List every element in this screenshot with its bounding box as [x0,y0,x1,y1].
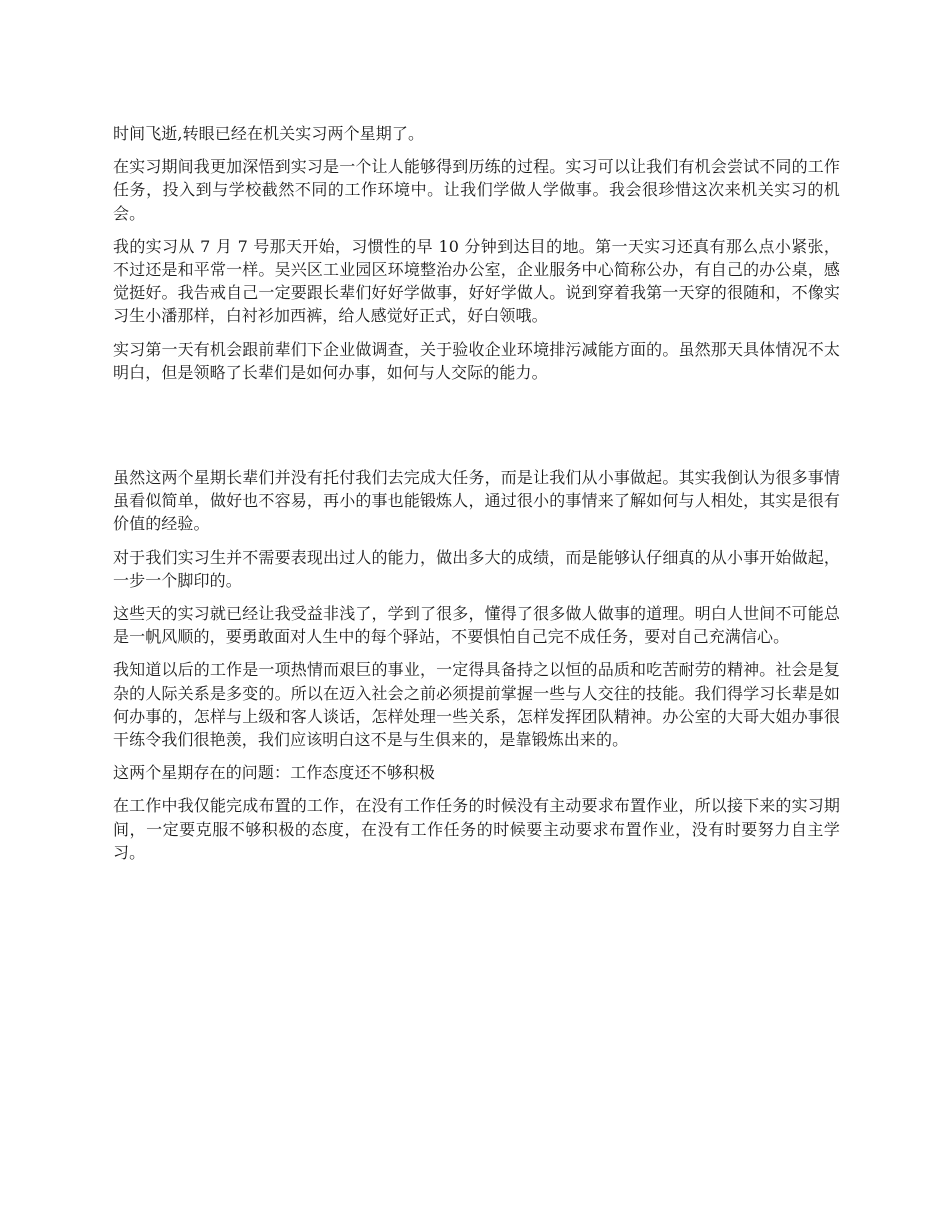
section-spacer [113,394,840,466]
paragraph: 时间飞逝,转眼已经在机关实习两个星期了。 [113,124,425,143]
paragraph: 实习第一天有机会跟前辈们下企业做调查，关于验收企业环境排污减能方面的。虽然那天具体情况不太明白，但是领略了长辈们是如何办事，如何与人交际的能力。 [113,339,840,382]
section-two [113,466,840,864]
paragraph: 在工作中我仅能完成布置的工作，在没有工作任务的时候没有主动要求布置作业，所以接下来的实习期间，一定要克服不够积极的态度，在没有工作任务的时候要主动要求布置作业，没有时要努力自主学习。 [113,796,840,862]
paragraph: 这两个星期存在的问题：工作态度还不够积极 [113,763,436,783]
section-one [113,122,840,384]
paragraph: 虽然这两个星期长辈们并没有托付我们去完成大任务，而是让我们从小事做起。其实我倒认为很多事情虽看似简单，做好也不容易，再小的事也能锻炼人，通过很小的事情来了解如何与人相处，其实是很有价值的经验。 [113,468,840,534]
paragraph: 我的实习从 7 月 7 号那天开始，习惯性的早 10 分钟到达目的地。第一天实习还真有那么点小紧张，不过还是和平常一样。吴兴区工业园区环境整治办公室，企业服务中心简称公办，有自己的办公桌，感觉挺好。我告戒自己一定要跟长辈们好好学做事，好好学做人。说到穿着我第一天穿的很随和，不像实习生小潘那样，白衬衫加西裤，给人感觉好正式，好白领哦。 [113,236,840,326]
paragraph: 我知道以后的工作是一项热情而艰巨的事业，一定得具备持之以恒的品质和吃苦耐劳的精神。社会是复杂的人际关系是多变的。所以在迈入社会之前必须提前掌握一些与人交往的技能。我们得学习长辈是如何办事的，怎样与上级和客人谈话，怎样处理一些关系，怎样发挥团队精神。办公室的大哥大姐办事很干练令我们很艳羡，我们应该明白这不是与生俱来的，是靠锻炼出来的。 [113,660,840,750]
paragraph: 这些天的实习就已经让我受益非浅了，学到了很多，懂得了很多做人做事的道理。明白人世间不可能总是一帆风顺的，要勇敢面对人生中的每个驿站，不要惧怕自己完不成任务，要对自己充满信心。 [113,604,840,647]
paragraph: 在实习期间我更加深悟到实习是一个让人能够得到历练的过程。实习可以让我们有机会尝试不同的工作任务，投入到与学校截然不同的工作环境中。让我们学做人学做事。我会很珍惜这次来机关实习的机会。 [113,157,840,223]
paragraph: 对于我们实习生并不需要表现出过人的能力，做出多大的成绩，而是能够认仔细真的从小事开始做起，一步一个脚印的。 [113,547,840,590]
document-page [113,122,840,874]
